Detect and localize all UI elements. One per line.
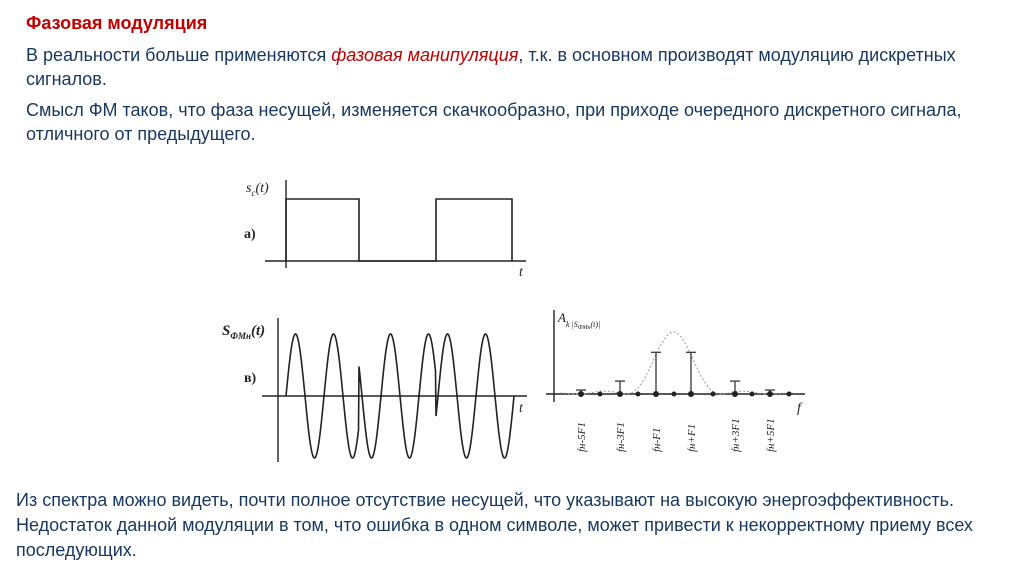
paragraph-1-pre: В реальности больше применяются	[26, 45, 332, 65]
spectrum-minor-point	[598, 392, 603, 397]
spectrum-ylabel: $A_{k |S}ФМн(t)|$	[558, 310, 601, 331]
spectrum-tick-label: fн-5F1	[576, 422, 588, 452]
spectrum-point	[578, 391, 584, 397]
paragraph-1-post: , т.к. в основном производят модуляцию дискретных сигналов.	[26, 45, 956, 89]
spectrum-tick-label: fн-3F1	[615, 422, 627, 452]
bottom-paragraph: Из спектра можно видеть, почти полное отсутствие несущей, что указывают на высокую энергоэффективность. Недостаток данной модуляции в том, что ошибка в одном символе, может привести к некорректному приему всех последующих.	[16, 490, 973, 560]
spectrum-minor-point	[636, 392, 641, 397]
spectrum-point	[767, 391, 773, 397]
figure-v-ylabel: $S_{ФМн}(t)$	[222, 323, 266, 341]
paragraph-2: Смысл ФМ таков, что фаза несущей, изменяется скачкообразно, при приходе очередного дискретного сигнала, отличного от предыдущего.	[26, 100, 962, 144]
figure-a-panel-label: а)	[244, 227, 256, 242]
spectrum-bar	[686, 352, 696, 394]
figure-v	[262, 318, 527, 462]
spectrum-tick-label: fн+5F1	[765, 418, 777, 452]
spectrum-tick-label: fн-F1	[651, 427, 663, 452]
figure-a-ylabel: $s_c(t)$	[246, 181, 269, 198]
figure-a	[265, 180, 526, 268]
spectrum-minor-point	[750, 392, 755, 397]
spectrum-tick-label: fн+3F1	[730, 418, 742, 452]
figure-v-xlabel: t	[519, 401, 523, 416]
slide-title: Фазовая модуляция	[26, 13, 208, 33]
spectrum-xlabel: f	[797, 401, 801, 416]
spectrum-minor-point	[787, 392, 792, 397]
spectrum-envelope	[560, 332, 795, 394]
paragraph-1-highlight: фазовая манипуляция	[331, 45, 519, 65]
spectrum-tick-label: fн+F1	[686, 423, 698, 452]
spectrum-bar	[651, 352, 661, 394]
spectrum-minor-point	[672, 392, 677, 397]
spectrum-point	[617, 391, 623, 397]
spectrum-point	[653, 391, 659, 397]
spectrum	[546, 310, 805, 452]
figure-a-xlabel: t	[519, 265, 523, 280]
spectrum-minor-point	[711, 392, 716, 397]
figure-v-panel-label: в)	[244, 371, 257, 386]
spectrum-point	[732, 391, 738, 397]
figure-a-signal	[286, 199, 512, 261]
spectrum-point	[688, 391, 694, 397]
